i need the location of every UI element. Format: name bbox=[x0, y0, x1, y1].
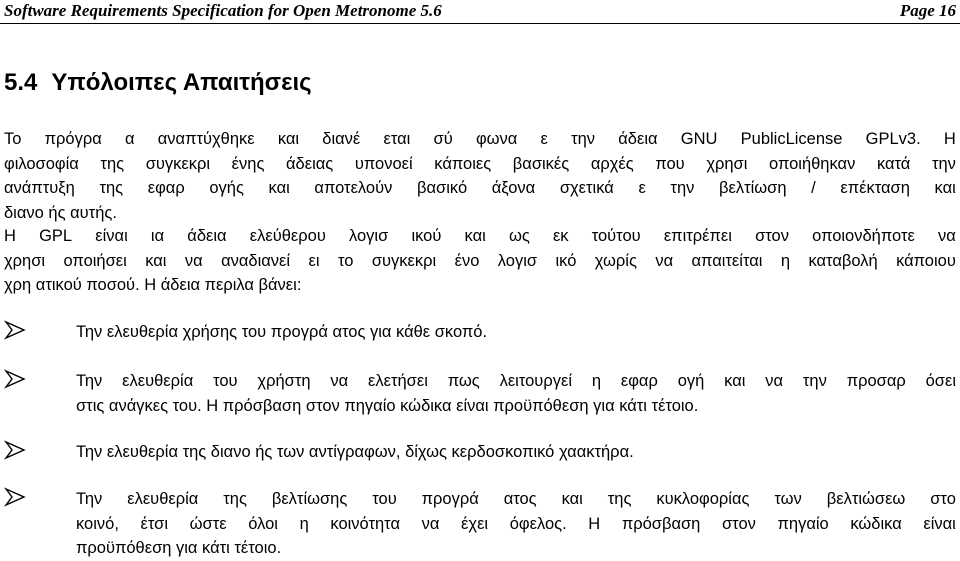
arrow-bullet-icon bbox=[4, 320, 32, 344]
word: φιλοσοφία bbox=[4, 154, 79, 173]
paragraph-gpl bbox=[4, 224, 956, 298]
word: την bbox=[571, 130, 596, 148]
word: να bbox=[330, 372, 349, 390]
arrow-bullet-icon bbox=[4, 440, 32, 464]
word: κοινό, bbox=[76, 514, 119, 533]
word: την bbox=[931, 154, 956, 173]
word: όσει bbox=[925, 372, 956, 390]
word: πως bbox=[447, 372, 480, 390]
word: ε bbox=[540, 130, 548, 148]
word: η bbox=[591, 372, 602, 390]
paragraph-license bbox=[4, 127, 956, 225]
word: της bbox=[607, 490, 632, 508]
word: εφαρ bbox=[620, 372, 658, 390]
word: και bbox=[561, 490, 583, 508]
text-line: Την ελευθερία της διανο ής των αντίγραφων, δίχως κερδοσκοπικό χαακτήρα. bbox=[76, 443, 634, 461]
word: GPL bbox=[39, 227, 73, 245]
word: η bbox=[299, 514, 309, 533]
word: ελετήσει bbox=[368, 372, 428, 390]
word: ικού bbox=[411, 227, 442, 245]
text-line bbox=[76, 512, 956, 537]
word: όφελος. bbox=[509, 514, 567, 533]
word: ια bbox=[150, 227, 165, 245]
section-heading bbox=[4, 68, 312, 98]
text-line: Την ελευθερία χρήσης του προγρά ατος για κάθε σκοπό. bbox=[76, 323, 488, 341]
text-line bbox=[4, 176, 956, 201]
word: φωνα bbox=[475, 130, 518, 148]
word: Η bbox=[4, 227, 16, 245]
word: έτσι bbox=[140, 514, 169, 533]
word: σχετικά bbox=[559, 179, 614, 197]
text-line bbox=[76, 487, 956, 512]
word: χρησι bbox=[4, 251, 46, 270]
word: οποιήθηκαν bbox=[769, 154, 856, 173]
word: άδεια bbox=[618, 130, 658, 148]
word: επέκταση bbox=[840, 179, 910, 197]
word: GNU bbox=[680, 130, 718, 148]
word: της bbox=[223, 490, 247, 508]
word: λογισ bbox=[349, 227, 389, 245]
word: και bbox=[277, 130, 300, 148]
word: ικό bbox=[555, 251, 577, 270]
word: λογισ bbox=[497, 251, 538, 270]
word: ένο bbox=[454, 251, 480, 270]
word: λειτουργεί bbox=[499, 372, 572, 390]
word: ένης bbox=[231, 154, 265, 173]
word: έχει bbox=[461, 514, 489, 533]
word: του bbox=[213, 372, 238, 390]
word: ελευθερία bbox=[122, 372, 194, 390]
word: είναι bbox=[95, 227, 128, 245]
word: της bbox=[100, 154, 125, 173]
word: κάποιου bbox=[896, 251, 956, 270]
word: εται bbox=[383, 130, 411, 148]
word: αναδιανεί bbox=[221, 251, 291, 270]
word: κυκλοφορίας bbox=[656, 490, 750, 508]
word: βελτίωση bbox=[719, 179, 787, 197]
word: ογή bbox=[677, 372, 705, 390]
word: αποτελούν bbox=[314, 179, 393, 197]
word: πηγαίο bbox=[777, 514, 829, 533]
text-line bbox=[4, 127, 956, 152]
word: εφαρ bbox=[147, 179, 185, 197]
word: τούτου bbox=[591, 227, 641, 245]
word: χρήστη bbox=[257, 372, 311, 390]
word: υπονοεί bbox=[354, 154, 413, 173]
word: Η bbox=[943, 130, 956, 148]
word: να bbox=[765, 372, 784, 390]
word: κώδικα bbox=[850, 514, 902, 533]
word: απαιτείται bbox=[691, 251, 763, 270]
word: Η bbox=[588, 514, 601, 533]
word: χωρίς bbox=[594, 251, 637, 270]
word: / bbox=[811, 179, 816, 197]
word: PublicLicense bbox=[740, 130, 843, 148]
text-line bbox=[76, 369, 956, 394]
word: ε bbox=[638, 179, 646, 197]
word: ελεύθερου bbox=[249, 227, 326, 245]
word: που bbox=[655, 154, 685, 173]
word: στο bbox=[930, 490, 956, 508]
word: και bbox=[934, 179, 956, 197]
word: το bbox=[337, 251, 354, 270]
word: ανάπτυξη bbox=[4, 179, 75, 197]
word: ώστε bbox=[189, 514, 227, 533]
word: βασικό bbox=[417, 179, 468, 197]
text-line: χρη ατικού ποσού. Η άδεια περιλα βάνει: bbox=[4, 276, 302, 294]
word: άδεια bbox=[187, 227, 227, 245]
bullet-item bbox=[76, 487, 956, 561]
word: ογής bbox=[209, 179, 244, 197]
word: κάποιες bbox=[434, 154, 492, 173]
word: κατά bbox=[876, 154, 911, 173]
word: αρχές bbox=[590, 154, 634, 173]
word: να bbox=[937, 227, 956, 245]
word: σύ bbox=[433, 130, 453, 148]
text-line: διανο ής αυτής. bbox=[4, 203, 117, 222]
word: η bbox=[780, 251, 791, 270]
section-number: 5.4 bbox=[4, 69, 38, 96]
word: οποιήσει bbox=[63, 251, 127, 270]
page-header bbox=[4, 0, 956, 22]
word: να bbox=[655, 251, 674, 270]
word: κοινότητα bbox=[330, 514, 400, 533]
word: ως bbox=[508, 227, 530, 245]
word: Την bbox=[76, 490, 103, 508]
word: την bbox=[670, 179, 695, 197]
word: διανέ bbox=[322, 130, 361, 148]
word: ει bbox=[308, 251, 320, 270]
word: καταβολή bbox=[808, 251, 878, 270]
word: πρόγρα bbox=[44, 130, 102, 148]
word: προγρά bbox=[421, 490, 479, 508]
word: και bbox=[464, 227, 486, 245]
bullet-item bbox=[76, 320, 956, 345]
document-title: Software Requirements Specification for Open Metronome 5.6 bbox=[4, 1, 442, 20]
word: ελευθερία bbox=[127, 490, 199, 508]
word: άξονα bbox=[491, 179, 536, 197]
word: των bbox=[774, 490, 802, 508]
word: την bbox=[802, 372, 827, 390]
word: να bbox=[421, 514, 440, 533]
word: ατος bbox=[503, 490, 537, 508]
word: Την bbox=[76, 372, 103, 390]
word: όλοι bbox=[248, 514, 278, 533]
word: πρόσβαση bbox=[621, 514, 701, 533]
word: εκ bbox=[552, 227, 569, 245]
word: της bbox=[99, 179, 124, 197]
text-line bbox=[4, 224, 956, 249]
word: στον bbox=[755, 227, 789, 245]
bullet-item bbox=[76, 440, 956, 465]
word: συγκεκρι bbox=[371, 251, 437, 270]
text-line: προϋπόθεση για κάτι τέτοιο. bbox=[76, 539, 282, 557]
word: οποιονδήποτε bbox=[812, 227, 915, 245]
word: α bbox=[124, 130, 135, 148]
arrow-bullet-icon bbox=[4, 369, 32, 393]
word: και bbox=[724, 372, 746, 390]
word: βασικές bbox=[512, 154, 570, 173]
word: βελτίωσης bbox=[271, 490, 348, 508]
arrow-bullet-icon bbox=[4, 487, 32, 511]
word: και bbox=[145, 251, 167, 270]
word: επιτρέπει bbox=[663, 227, 732, 245]
word: προσαρ bbox=[846, 372, 906, 390]
word: του bbox=[372, 490, 397, 508]
section-title: Υπόλοιπες Απαιτήσεις bbox=[51, 69, 312, 96]
header-divider bbox=[0, 23, 960, 24]
bullet-item bbox=[76, 369, 956, 418]
word: και bbox=[268, 179, 290, 197]
word: αναπτύχθηκε bbox=[157, 130, 255, 148]
text-line bbox=[4, 152, 956, 177]
word: βελτιώσεω bbox=[826, 490, 906, 508]
page-number: Page 16 bbox=[899, 1, 956, 20]
word: GPLv3. bbox=[865, 130, 921, 148]
word: συγκεκρι bbox=[145, 154, 211, 173]
word: Το bbox=[4, 130, 22, 148]
text-line: στις ανάγκες του. Η πρόσβαση στον πηγαίο κώδικα είναι προϋπόθεση για κάτι τέτοιο. bbox=[76, 396, 699, 415]
word: χρησι bbox=[706, 154, 748, 173]
word: άδειας bbox=[286, 154, 334, 173]
text-line bbox=[4, 249, 956, 274]
word: στον bbox=[722, 514, 756, 533]
word: είναι bbox=[923, 514, 956, 533]
word: να bbox=[184, 251, 203, 270]
